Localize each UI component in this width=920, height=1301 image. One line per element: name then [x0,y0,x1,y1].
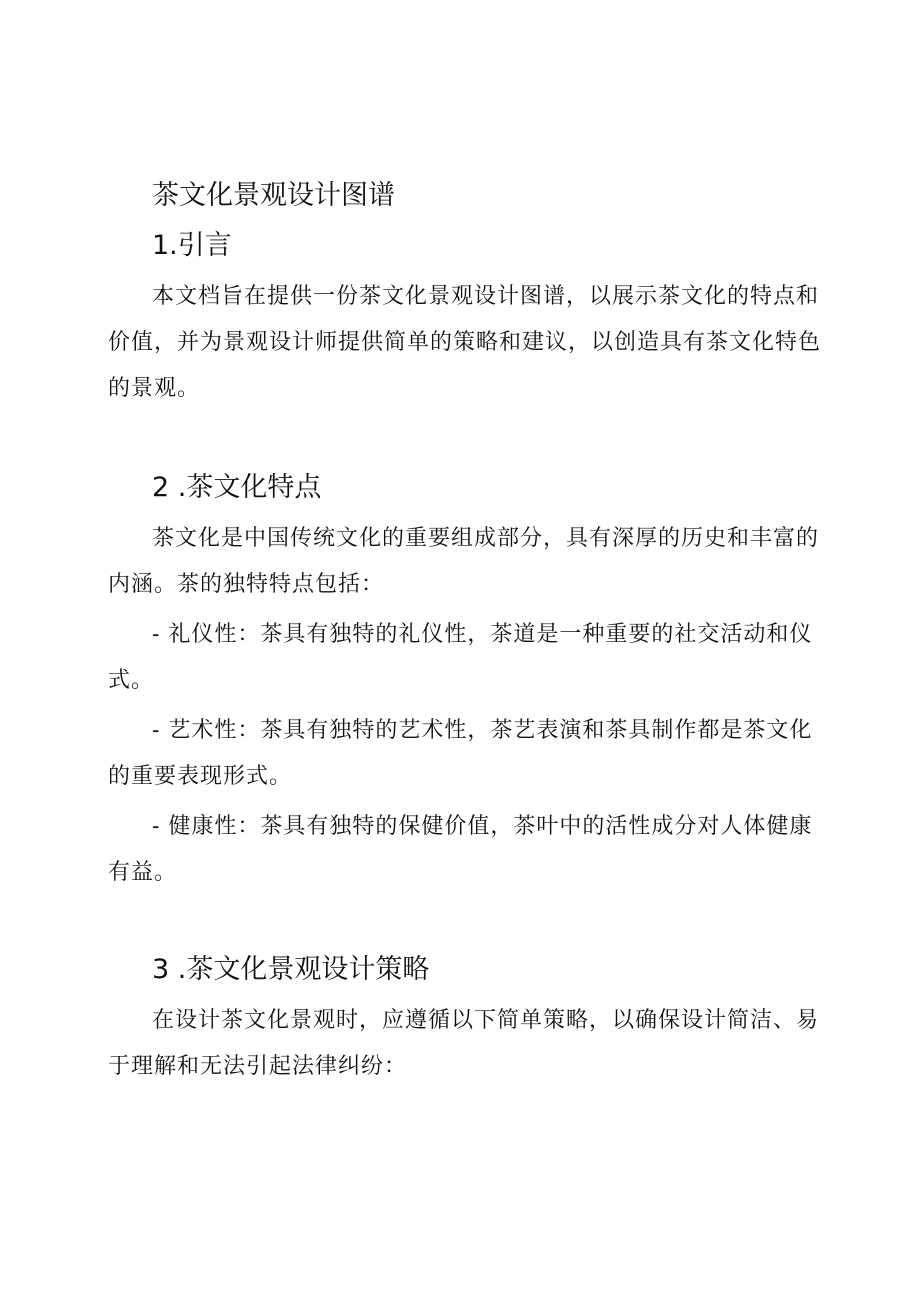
list-item-artistry: - 艺术性：茶具有独特的艺术性，茶艺表演和茶具制作都是茶文化的重要表现形式。 [108,718,813,789]
section-heading-introduction: 1.引言 [152,230,232,261]
tea-features-paragraph: 茶文化是中国传统文化的重要组成部分，具有深厚的历史和丰富的内涵。茶的独特特点包括： [108,526,820,597]
document-title: 茶文化景观设计图谱 [152,180,395,211]
section-heading-tea-features: 2 .茶文化特点 [152,472,322,503]
introduction-paragraph: 本文档旨在提供一份茶文化景观设计图谱，以展示茶文化的特点和价值，并为景观设计师提供简单的策略和建议，以创造具有茶文化特色的景观。 [108,284,822,401]
list-item-etiquette: - 礼仪性：茶具有独特的礼仪性，茶道是一种重要的社交活动和仪式。 [108,622,813,693]
list-item-health: - 健康性：茶具有独特的保健价值，茶叶中的活性成分对人体健康有益。 [108,814,813,885]
design-strategy-paragraph: 在设计茶文化景观时，应遵循以下简单策略，以确保设计简洁、易于理解和无法引起法律纠纷： [108,1008,820,1079]
section-heading-design-strategy: 3 .茶文化景观设计策略 [152,954,430,985]
